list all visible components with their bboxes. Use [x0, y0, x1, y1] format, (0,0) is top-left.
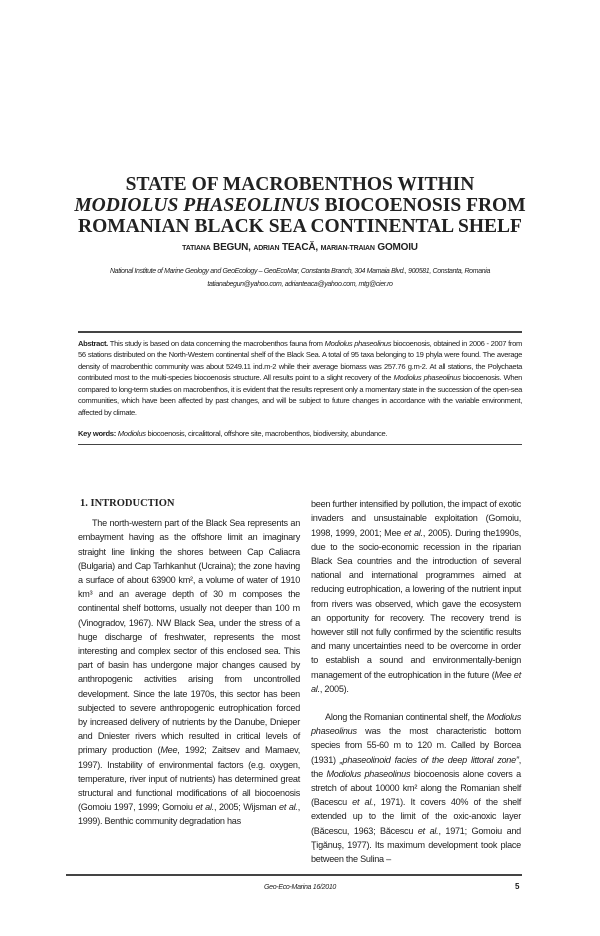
left-column [78, 516, 300, 828]
right-column [311, 497, 521, 866]
label: Abstract. [78, 338, 108, 348]
body-columns [78, 497, 521, 866]
italic-text: et al. [403, 527, 423, 538]
italic-text: Modiolus phaseolinus [393, 373, 461, 383]
footer-rule [66, 874, 522, 876]
left-column-wrapper [78, 497, 300, 828]
text-run: biocoenosis, obtained in 2006 - 2007 from 56 stations distributed on the North-Western continental shelf of the Black Sea. A total of 95 taxa belonging to 19 phyla were found. The average density of macrobenthic community was about 5249.11 ind.m-2 while their average biomass was 257.76 g.m-2. At all stations, the Polychaeta contributed most to the multi-species biocoenosis structure. All results point to a slight recovery of the [78, 338, 523, 383]
title-line-2-rest: BIOCOENOSIS FROM [319, 195, 526, 216]
text-run: biocoenosis, circalittoral, offshore site, macrobenthos, biodiversity, abundance. [145, 428, 388, 438]
italic-text: Mee [160, 745, 178, 756]
text-run: biocoenosis. When compared to long-term studies on macrobenthos, it is evident that the results represent only a momentary state in the succession of the open-sea communities, which have been affected by past changes, and will be subject to future changes in accordance with the variable environment, affected by climate. [78, 373, 522, 418]
title-species-name: MODIOLUS PHASEOLINUS [74, 195, 320, 216]
text-run: , the [311, 754, 521, 779]
text-run: Along the Romanian continental shelf, the [325, 712, 487, 722]
title-line-3: ROMANIAN BLACK SEA CONTINENTAL SHELF [78, 216, 522, 237]
affiliation-block [0, 265, 600, 291]
affiliation: National Institute of Marine Geology and GeoEcology – GeoEcoMar, Constanta Branch, 304 Mamaia Blvd., 900581, Constanta, Romania [109, 268, 491, 275]
author-last-name: TEACĂ [281, 242, 316, 253]
author-first-name: ADRIAN [253, 245, 280, 252]
paragraph [311, 710, 521, 866]
text-run: , 2005). During the1990s, due to the socio-economic recession in the riparian Black Sea countries and the introduction of several national and international programmes aimed at reducing eutrophication, a lowering of the nutrient input from rivers was observed, which gave the ecosystem an opportunity for recovery. The recovery trend is however still not fully confirmed by the scientific results and many uncertainties need to be overcome in order to establish a sound and environmentally-benign management of the eutrophication in the future ( [311, 527, 521, 680]
journal-footer: Geo-Eco-Marina 16/2010 [264, 883, 336, 891]
section-heading-introduction: 1. INTRODUCTION [80, 498, 175, 510]
author-first-name: MARIAN-TRAIAN [320, 245, 375, 252]
italic-text: „phaseolinoid facies of the deep littoral zone” [339, 754, 519, 765]
author-last-name: BEGUN [213, 242, 249, 253]
italic-text: Modiolus phaseolinus [326, 768, 411, 779]
page-number: 5 [515, 881, 520, 891]
text-run: , 1971). It covers 40% of the shelf extended up to the limit of the oxic-anoxic layer (Băcescu, 1963; Băcescu [311, 797, 521, 836]
text-run: The north-western part of the Black Sea represents an embayment having as the offshore limit an imaginary straight line linking the shores between Cap Caliacra (Bulgaria) and Cap Tarhkanhut (Ucraina); the zone having a surface of about 63900 km², a volume of water of 1910 km³ and an average depth of 30 m composes the continental shelf bottoms, usually not deeper than 100 m (Vinogradov, 1967). NW Black Sea, under the stress of a huge discharge of freshwater, represents the most interesting and complex sector of this enclosed sea. This part of basin has undergone major changes caused by anthropogenic activities arising from uncontrolled development. Since the late 1970s, this sector has been subjected to severe anthropogenic eutrophication forced by increased delivery of nutrients by the Danube, Dnieper and Dniester rivers which resulted in critical levels of primary production ( [78, 518, 300, 756]
author-separator: , [248, 242, 254, 253]
text-run: This study is based on data concerning the macrobenthos fauna from [107, 338, 325, 348]
author-last-name: GOMOIU [377, 242, 418, 253]
author-emails: tatianabegun@yahoo.com, adrianteaca@yahoo.com, mtg@cier.ro [207, 281, 393, 288]
paragraph [311, 497, 521, 696]
title-line-1: STATE OF MACROBENTHOS WITHIN [125, 174, 475, 195]
keywords [78, 428, 522, 439]
label: Key words: [78, 428, 116, 438]
author-separator: , [315, 242, 321, 253]
italic-text: Modiolus [117, 428, 146, 438]
italic-text: Modiolus phaseolinus [324, 338, 392, 348]
title-line-2 [0, 195, 600, 216]
abstract [78, 338, 522, 419]
text-run: biocoenosis alone covers a stretch of about 10000 km² along the Romanian shelf (Bacescu [311, 768, 521, 808]
abstract-bottom-rule [78, 444, 522, 446]
text-run: , 2005). [319, 683, 349, 694]
italic-text: Modiolus phaseolinus [311, 712, 521, 737]
text-run: was the most characteristic bottom species from 55-60 m to 120 m. Called by Borcea (1931) [311, 726, 521, 765]
author-first-name: TATIANA [182, 245, 211, 252]
italic-text: et al. [417, 825, 439, 836]
italic-text: Mee et al. [311, 669, 521, 694]
text-run: , 2005; Wijsman [214, 802, 280, 813]
text-run: , 1999). Benthic community degradation has [78, 802, 300, 827]
italic-text: et al. [352, 797, 374, 808]
italic-text: et al. [195, 802, 214, 813]
paragraph [78, 516, 300, 828]
text-run: , 1992; Zaitsev and Mamaev, 1997). Instability of environmental factors (e.g. oxygen, temperature, river input of nutrients) has determined great structural and functional modifications of all biocoenosis (Gomoiu 1997, 1999; Gomoiu [78, 745, 300, 813]
abstract-top-rule [78, 331, 522, 333]
italic-text: et al. [279, 802, 298, 813]
text-run: , 1971; Gomoiu and Ţigănuş, 1977). Its maximum development took place between the Sulina – [311, 825, 521, 865]
paper-title [0, 174, 600, 237]
authors [0, 241, 600, 255]
footer-row [0, 882, 600, 896]
text-run: been further intensified by pollution, the impact of exotic invaders and unsustainable exploitation (Gomoiu, 1998, 1999, 2001; Mee [311, 499, 521, 538]
